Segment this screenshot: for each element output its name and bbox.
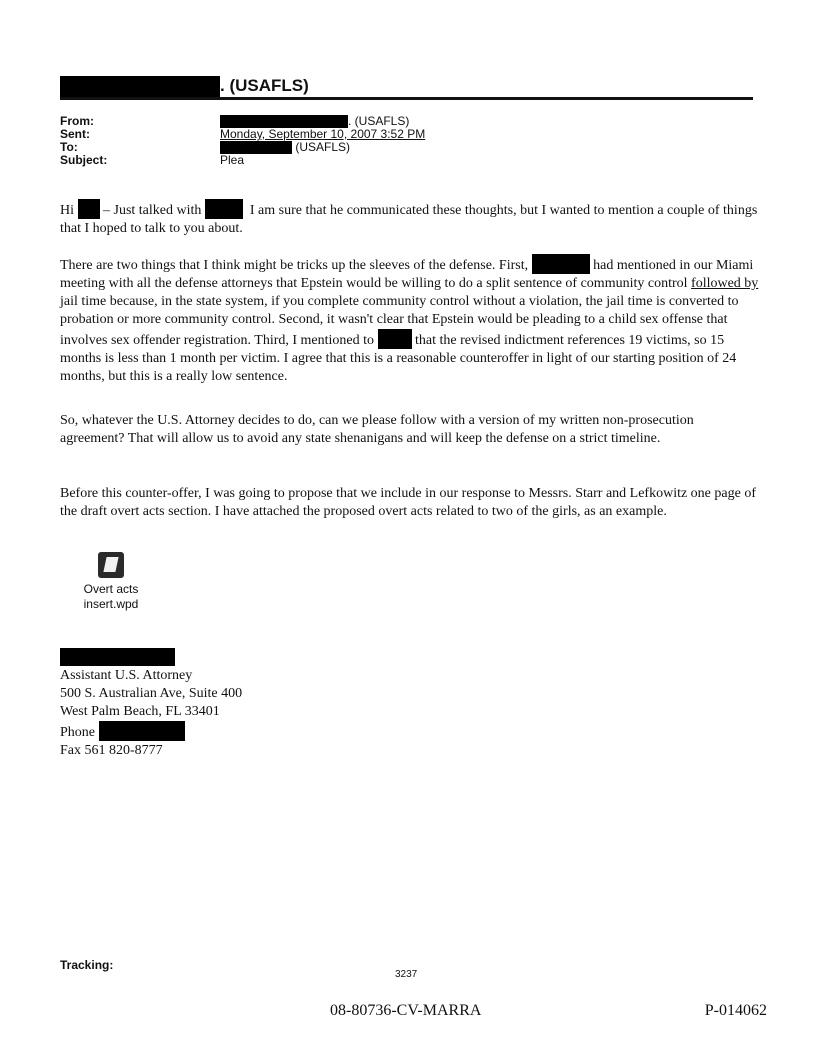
p2-text-c: jail time because, in the state system, if you complete community control without a violation, the jail time is converted to probation or more community control. Second, it wasn't clear that Epstein would be pleading to a child sex offense that involves sex offender registration. Third, I mentioned to <box>60 294 739 348</box>
bates-number: P-014062 <box>704 1002 767 1019</box>
signature-address-line2: West Palm Beach, FL 33401 <box>60 704 220 719</box>
p4-text: Before this counter-offer, I was going to propose that we include in our response to Messrs. Starr and Lefkowitz one page of the draft overt acts section. I have attached the proposed overt acts related to two of the girls, as an example. <box>60 486 756 519</box>
case-number: 08-80736-CV-MARRA <box>330 1002 482 1019</box>
from-label: From: <box>60 114 94 128</box>
document-icon[interactable] <box>98 552 124 578</box>
paragraph-1 <box>60 199 760 238</box>
paragraph-2 <box>60 254 760 386</box>
redaction-block <box>60 76 220 98</box>
subject-label: Subject: <box>60 153 108 167</box>
p2-underlined: followed by <box>691 276 759 291</box>
header-rule <box>60 97 753 100</box>
redaction-block <box>532 254 590 274</box>
email-meta-labels <box>60 115 107 167</box>
attachment-name-line2[interactable]: insert.wpd <box>83 597 139 611</box>
page-number: 3237 <box>395 969 418 980</box>
p2-text-a: There are two things that I think might be tricks up the sleeves of the defense. First, <box>60 258 529 273</box>
signature-block <box>60 648 242 760</box>
redaction-block <box>78 199 100 219</box>
to-value <box>220 141 425 154</box>
signature-fax: Fax 561 820-8777 <box>60 743 163 758</box>
redaction-block <box>378 329 412 349</box>
email-header-title <box>60 76 309 98</box>
signature-address-line1: 500 S. Australian Ave, Suite 400 <box>60 686 243 701</box>
redaction-block <box>60 648 175 666</box>
email-meta-values <box>220 115 425 167</box>
redaction-block <box>99 721 185 741</box>
p1-text-b: – Just talked with <box>103 203 202 218</box>
p1-text-c: I am sure that he communicated these thoughts, but I wanted to mention a couple of things that I hoped to talk to you about. <box>60 203 758 236</box>
phone-label: Phone <box>60 725 95 740</box>
p2-text-d: that the revised indictment references 19 victims, so 15 months is less than 1 month per victim. I agree that this is a reasonable counteroffer in light of our starting position of 24 months, but this is a really low sentence. <box>60 333 737 384</box>
subject-value: Plea <box>220 153 245 167</box>
from-suffix: . (USAFLS) <box>348 114 410 128</box>
redaction-block <box>205 199 243 219</box>
signature-title: Assistant U.S. Attorney <box>60 668 193 683</box>
attachment-name-line1[interactable]: Overt acts <box>83 582 139 596</box>
to-label: To: <box>60 140 78 154</box>
sent-label: Sent: <box>60 127 90 141</box>
to-suffix: (USAFLS) <box>295 140 351 154</box>
header-title-suffix: . (USAFLS) <box>220 76 309 95</box>
p1-text-a: Hi <box>60 203 74 218</box>
attachment[interactable] <box>66 552 156 612</box>
paragraph-4 <box>60 485 760 521</box>
paragraph-3 <box>60 412 760 448</box>
p2-text-b: had mentioned in our Miami meeting with all the defense attorneys that Epstein would be willing to do a split sentence of community control <box>60 258 754 291</box>
sent-value: Monday, September 10, 2007 3:52 PM <box>220 127 426 141</box>
p3-text: So, whatever the U.S. Attorney decides to do, can we please follow with a version of my written non-prosecution agreement? That will allow us to avoid any state shenanigans and will keep the defense on a strict timeline. <box>60 413 694 446</box>
tracking-label: Tracking: <box>60 958 114 972</box>
